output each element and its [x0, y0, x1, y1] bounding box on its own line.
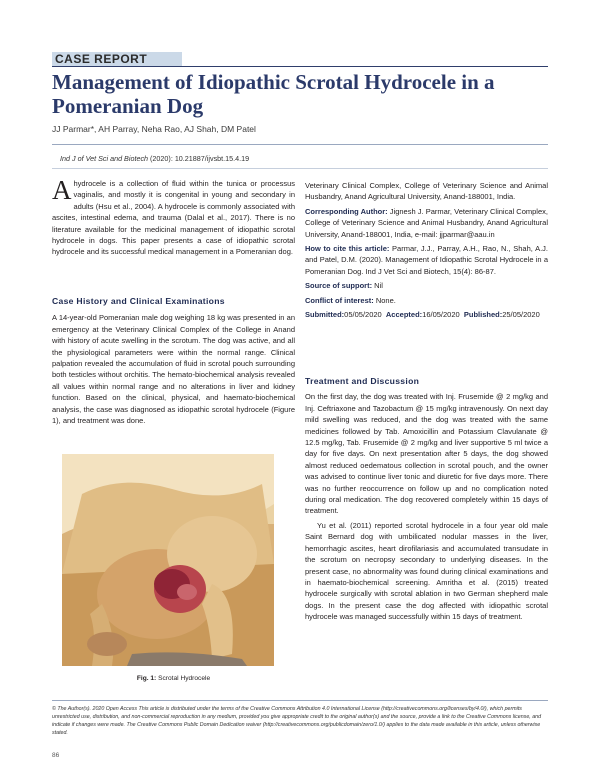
- page-number: 86: [52, 752, 60, 759]
- article-metadata: [305, 180, 548, 323]
- case-history-heading: Case History and Clinical Examinations: [52, 296, 225, 306]
- citation-line: [60, 154, 249, 163]
- support-label: Source of support:: [305, 281, 373, 291]
- abstract: [52, 175, 295, 258]
- source-of-support: [305, 280, 548, 291]
- figure-caption: [52, 675, 295, 682]
- conflict-of-interest: [305, 295, 548, 306]
- drop-cap: A: [52, 175, 72, 205]
- divider: [52, 168, 548, 169]
- license-footer: © The Author(s). 2020 Open Access This article is distributed under the terms of the Creative Commons Attribution 4.0 International License (http://creativecommons.org/licenses/by/4.0/), which permits unrestricted use, distribution, and non-commercial reproduction in any medium, provided you give appropriate credit to the original author(s) and the source, provide a link to the Creative Commons license, and indicate if changes were made. The Creative Commons Public Domain Dedication waiver (http://creativecommons.org/publicdomain/zero/1.0/) applies to the data made available in this article, unless otherwise stated.: [52, 706, 542, 736]
- published-label: Published:: [463, 310, 503, 320]
- support-text: Nil: [372, 281, 383, 291]
- accepted-label: Accepted:: [385, 310, 423, 320]
- dog-photo: [62, 454, 274, 666]
- abstract-text: hydrocele is a collection of fluid within the tunica or processus vaginalis, and mostly it is congenital in young and secondary in adults (Hsu et al., 2004). A hydrocele is commonly associated with ascites, intestinal edema, and trauma (Dalal et al., 2017). There is no literature available for the medicinal management of idiopathic scrotal hydrocele in dogs. This paper presents a case of idiopathic scrotal hydrocele and its successful medical management in a Pomeranian dog.: [52, 179, 295, 257]
- case-history-section: [52, 296, 295, 426]
- figure-scrotal-hydrocele: [62, 454, 274, 666]
- figure-caption-text: Scrotal Hydrocele: [156, 675, 211, 682]
- figure-label: Fig. 1:: [136, 675, 157, 682]
- treatment-heading: Treatment and Discussion: [305, 376, 420, 386]
- article-title: Management of Idiopathic Scrotal Hydrocele in a Pomeranian Dog: [52, 70, 495, 118]
- treatment-para-1: On the first day, the dog was treated with Inj. Frusemide @ 2 mg/kg and Inj. Ceftriaxone and Tazobactum @ 15 mg/kg intravenously. On next day mild swelling was reduced, and the dog was treated with the same medicines followed by Tab. Amoxicillin and Potassium Clavulanate @ 12.5 mg/kg, Tab. Frusemide @ 2 mg/kg and liver supportive 5 ml twice a day for five days. On next presentation after 5 days, the dog showed almost reduced oedematous collection in scrotal pouch, and the owner was advised to continue liver tonic and diuretic for five days more. There was no further reoccurrence on follow up and no complication noted during oral medication. The dog recovered completely within 15 days of treatment.: [305, 392, 548, 516]
- submitted-date: 05/05/2020: [344, 310, 382, 320]
- author-list: JJ Parmar*, AH Parray, Neha Rao, AJ Shah, DM Patel: [52, 124, 256, 134]
- corresponding-text: Jignesh J. Parmar, Veterinary Clinical Complex, College of Veterinary Science and Animal Husbandry, Anand Agricultural University, Anand-188001, India, e-mail: jjparmar@aau.in: [305, 206, 548, 239]
- section-label: CASE REPORT: [55, 52, 148, 66]
- section-banner: [52, 52, 548, 67]
- how-to-cite-label: How to cite this article:: [305, 244, 390, 254]
- accepted-date: 16/05/2020: [422, 310, 460, 320]
- article-dates: [305, 309, 548, 320]
- submitted-label: Submitted:: [305, 310, 345, 320]
- affiliation: Veterinary Clinical Complex, College of Veterinary Science and Animal Husbandry, Anand Agricultural University, Anand-188001, India.: [305, 181, 548, 202]
- doi-text[interactable]: (2020): 10.21887/ijvsbt.15.4.19: [148, 154, 250, 163]
- published-date: 25/05/2020: [502, 310, 540, 320]
- footer-divider: [52, 700, 548, 701]
- conflict-label: Conflict of interest:: [305, 295, 374, 305]
- treatment-para-2: Yu et al. (2011) reported scrotal hydrocele in a four year old male Saint Bernard dog with umbilicated nodular masses in the liver, hemorrhagic ascites, heart dirofilariasis and accumulated transudate in the scrotum on necropsy secondary to underlying diseases. In the present case, no abnormality was found during clinical examinations and in haemato-biochemical screening. Amritha et al. (2015) treated hydrocele surgically with scrotal ablation in two German shepherd male dogs. In the present case the dog affected with idiopathic scrotal hydrocele was managed successfully within 15 days of treatment.: [305, 520, 548, 622]
- corresponding-author: [305, 206, 548, 240]
- conflict-text: None.: [373, 295, 396, 305]
- how-to-cite-text: Parmar, J.J., Parray, A.H., Rao, N., Shah, A.J. and Patel, D.M. (2020). Management of Idiopathic Scrotal Hydrocele in a Pomeranian Dog. Ind J Vet Sci and Biotech, 15(4): 86-87.: [305, 244, 548, 276]
- corresponding-label: Corresponding Author:: [305, 206, 388, 216]
- case-history-text: A 14-year-old Pomeranian male dog weighing 18 kg was presented in an emergency at the Veterinary Clinical Complex of the College in Anand with history of acute swelling in the scrotum. The dog was active, and all the physiological parameters were within the normal range. Clinical palpation revealed the accumulation of fluid in scrotal pouch surrounding both testicles without orchitis. The hemato-biochemical analysis revealed all values within normal range and no alterations in liver and kidney function. Based on the clinical, physical, and haemato-biochemical analysis, the case was diagnosed as idiopathic scrotal hydrocele (Figure 1), and treatment was done.: [52, 313, 295, 426]
- how-to-cite: [305, 243, 548, 277]
- treatment-section: [305, 376, 548, 623]
- divider: [52, 144, 548, 145]
- journal-name: Ind J of Vet Sci and Biotech: [60, 154, 149, 163]
